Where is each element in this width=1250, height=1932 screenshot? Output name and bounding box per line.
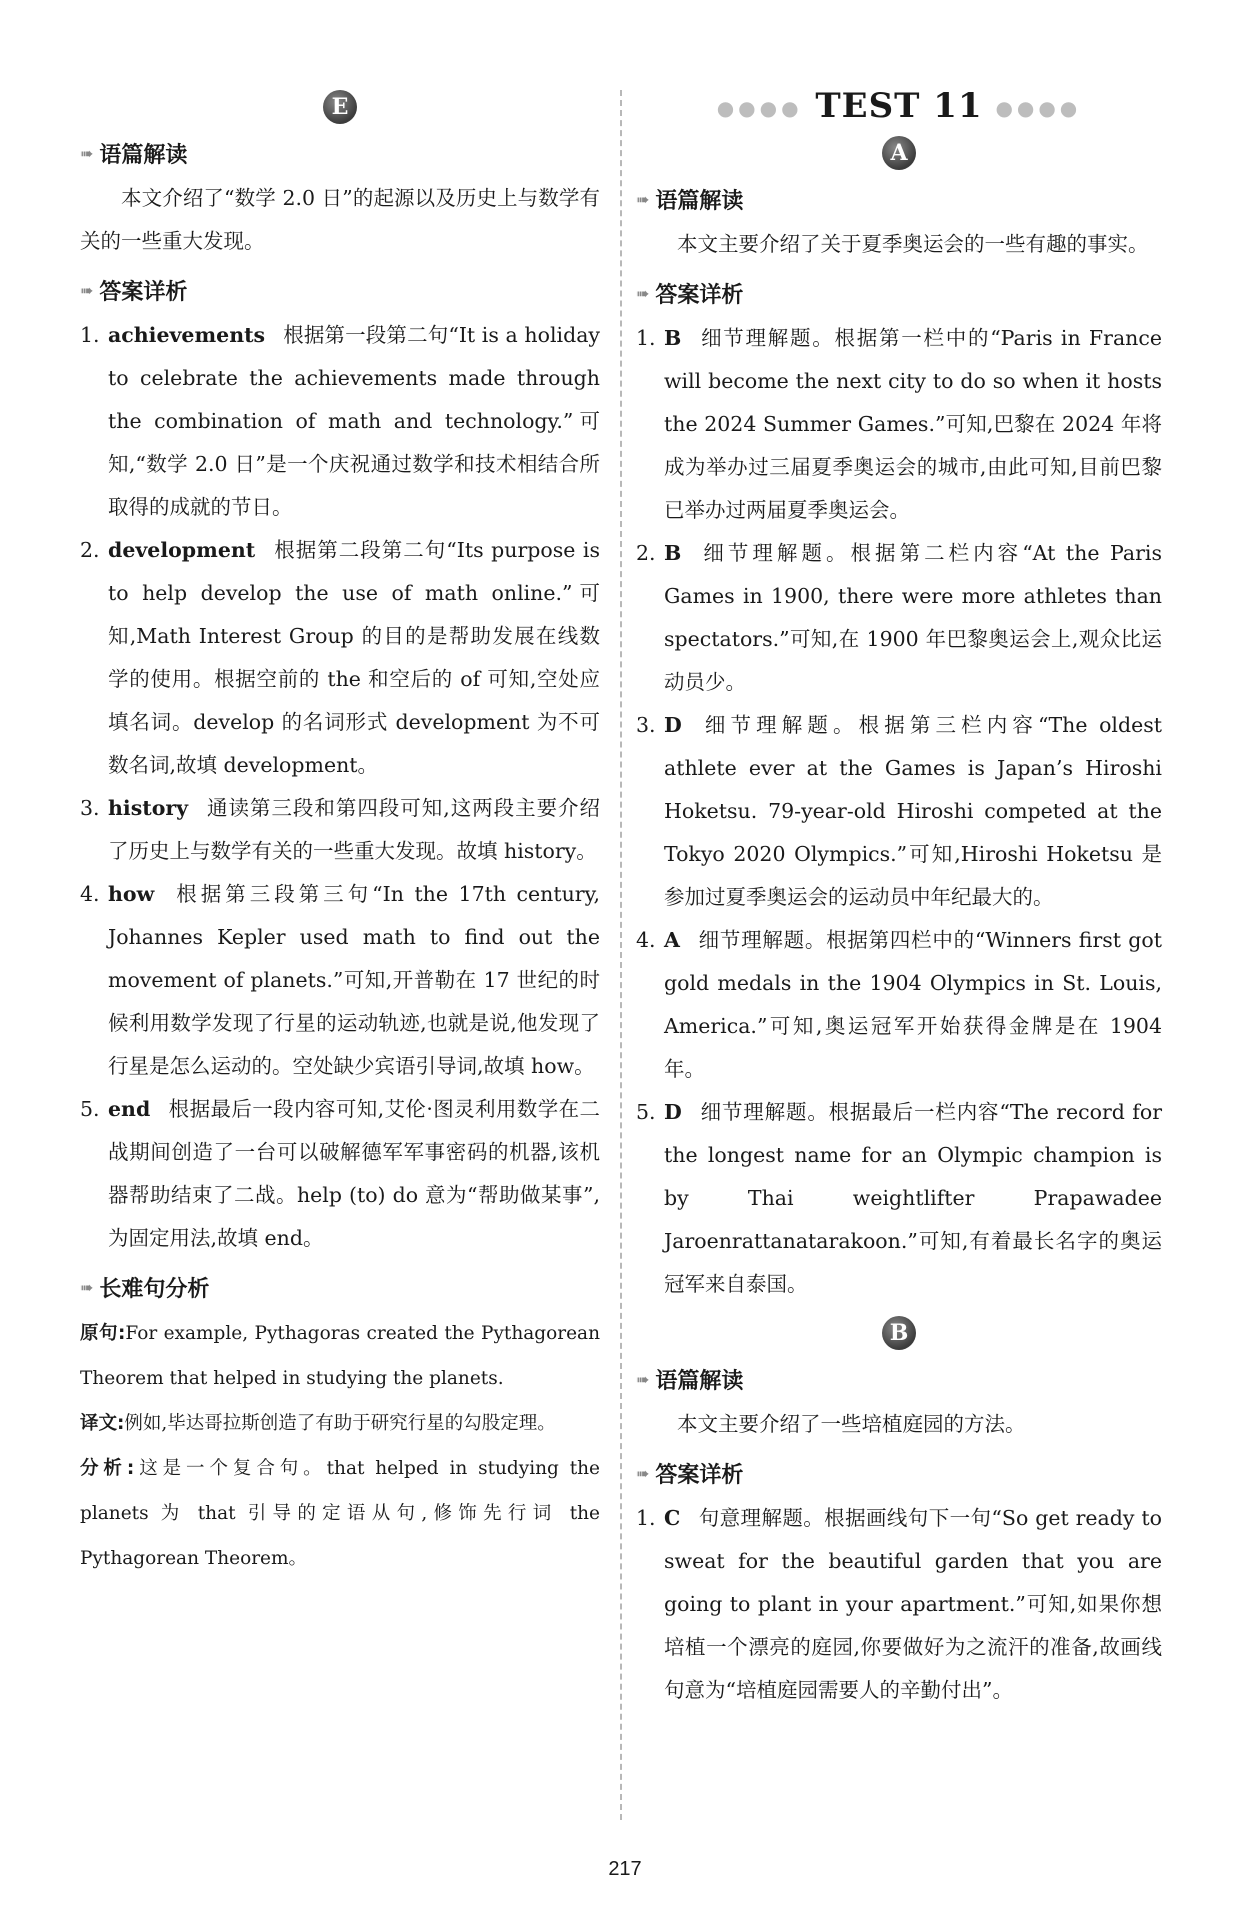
passage-badge-a: A <box>882 136 916 170</box>
section-heading-answers: ➠ 答案详析 <box>636 283 744 308</box>
column-divider <box>620 90 622 1820</box>
answer-explanation: 细节理解题。根据第一栏中的“Paris in France will become the next city to do so when it hosts the 2024 Summer Games.”可知,巴黎在 2024 年将成为举办过三届夏季奥运会的城市,由此可知,目前巴黎已举办过两届夏季奥运会。 <box>664 326 1162 522</box>
decorative-dots-icon: ●●●● <box>995 96 1082 120</box>
translation: 译文:例如,毕达哥拉斯创造了有助于研究行星的勾股定理。 <box>80 1413 556 1434</box>
answer-explanation: 通读第三段和第四段可知,这两段主要介绍了历史上与数学有关的一些重大发现。故填 history。 <box>108 796 600 863</box>
arrow-marker-icon: ➠ <box>636 1370 650 1389</box>
answer-key: D <box>664 1100 682 1124</box>
section-heading-reading: ➠ 语篇解读 <box>636 189 744 214</box>
left-column <box>80 80 600 1581</box>
arrow-marker-icon: ➠ <box>636 284 650 303</box>
answer-item: 2. development 根据第二段第二句“Its purpose is to help develop the use of math online.”可知,Math Interest Group 的目的是帮助发展在线数学的使用。根据空前的 the 和空后的 of 可知,空处应填名词。develop 的名词形式 development 为不可数名词,故填 development。 <box>80 538 600 777</box>
reading-summary: 本文主要介绍了一些培植庭园的方法。 <box>677 1412 1026 1436</box>
answer-key: achievements <box>108 323 266 347</box>
answer-explanation: 细节理解题。根据第三栏内容“The oldest athlete ever at the Games is Japan’s Hiroshi Hoketsu. 79-year-old Hiroshi competed at the Tokyo 2020 Olympics.”可知,Hiroshi Hoketsu 是参加过夏季奥运会的运动员中年纪最大的。 <box>664 713 1162 909</box>
answer-explanation: 细节理解题。根据最后一栏内容“The record for the longest name for an Olympic champion is by Thai weightlifter Prapawadee Jaroenrattanatarakoon.”可知,有着最长名字的奥运冠军来自泰国。 <box>664 1100 1162 1296</box>
section-heading-analysis: ➠ 长难句分析 <box>80 1277 210 1302</box>
reading-summary: 本文介绍了“数学 2.0 日”的起源以及历史上与数学有关的一些重大发现。 <box>80 186 600 253</box>
answer-key: how <box>108 882 155 906</box>
answer-key: C <box>664 1506 681 1530</box>
original-sentence: 原句:For example, Pythagoras created the Pythagorean Theorem that helped in studying the planets. <box>80 1323 600 1389</box>
test-title: ●●●● TEST 11 ●●●● <box>716 86 1082 126</box>
answer-item: 5. D 细节理解题。根据最后一栏内容“The record for the longest name for an Olympic champion is by Thai weightlifter Prapawadee Jaroenrattanatarakoon.”可知,有着最长名字的奥运冠军来自泰国。 <box>636 1100 1162 1296</box>
reading-summary: 本文主要介绍了关于夏季奥运会的一些有趣的事实。 <box>677 232 1149 256</box>
answer-item: 5. end 根据最后一段内容可知,艾伦·图灵利用数学在二战期间创造了一台可以破解德军军事密码的机器,该机器帮助结束了二战。help (to) do 意为“帮助做某事”,为固定用法,故填 end。 <box>80 1097 600 1250</box>
section-heading-reading: ➠ 语篇解读 <box>636 1369 744 1394</box>
answer-key: B <box>664 326 682 350</box>
answer-item: 4. A 细节理解题。根据第四栏中的“Winners first got gold medals in the 1904 Olympics in St. Louis, America.”可知,奥运冠军开始获得金牌是在 1904 年。 <box>636 928 1162 1081</box>
answer-item: 3. D 细节理解题。根据第三栏内容“The oldest athlete ever at the Games is Japan’s Hiroshi Hoketsu. 79-year-old Hiroshi competed at the Tokyo 2020 Olympics.”可知,Hiroshi Hoketsu 是参加过夏季奥运会的运动员中年纪最大的。 <box>636 713 1162 909</box>
answer-key: A <box>664 928 680 952</box>
arrow-marker-icon: ➠ <box>636 1464 650 1483</box>
answer-key: history <box>108 796 189 820</box>
answer-explanation: 细节理解题。根据第二栏内容“At the Paris Games in 1900, there were more athletes than spectators.”可知,在 1900 年巴黎奥运会上,观众比运动员少。 <box>664 541 1162 694</box>
arrow-marker-icon: ➠ <box>80 281 94 300</box>
answer-item: 1. B 细节理解题。根据第一栏中的“Paris in France will become the next city to do so when it hosts the 2024 Summer Games.”可知,巴黎在 2024 年将成为举办过三届夏季奥运会的城市,由此可知,目前巴黎已举办过两届夏季奥运会。 <box>636 326 1162 522</box>
answer-item: 3. history 通读第三段和第四段可知,这两段主要介绍了历史上与数学有关的一些重大发现。故填 history。 <box>80 796 600 863</box>
section-heading-answers: ➠ 答案详析 <box>636 1463 744 1488</box>
passage-badge-b: B <box>882 1316 916 1350</box>
section-heading-reading: ➠ 语篇解读 <box>80 143 188 168</box>
answer-item: 2. B 细节理解题。根据第二栏内容“At the Paris Games in 1900, there were more athletes than spectators.”可知,在 1900 年巴黎奥运会上,观众比运动员少。 <box>636 541 1162 694</box>
right-column <box>636 80 1162 1712</box>
decorative-dots-icon: ●●●● <box>716 96 803 120</box>
page-number: 217 <box>608 1858 642 1880</box>
answer-item: 1. C 句意理解题。根据画线句下一句“So get ready to sweat for the beautiful garden that you are going to plant in your apartment.”可知,如果你想培植一个漂亮的庭园,你要做好为之流汗的准备,故画线句意为“培植庭园需要人的辛勤付出”。 <box>636 1506 1162 1702</box>
answer-explanation: 根据第一段第二句“It is a holiday to celebrate the achievements made through the combination of math and technology.”可知,“数学 2.0 日”是一个庆祝通过数学和技术相结合所取得的成就的节日。 <box>108 323 600 519</box>
answer-explanation: 根据最后一段内容可知,艾伦·图灵利用数学在二战期间创造了一台可以破解德军军事密码的机器,该机器帮助结束了二战。help (to) do 意为“帮助做某事”,为固定用法,故填 end。 <box>108 1097 600 1250</box>
arrow-marker-icon: ➠ <box>80 1278 94 1297</box>
answer-key: B <box>664 541 682 565</box>
answer-explanation: 根据第二段第二句“Its purpose is to help develop the use of math online.”可知,Math Interest Group 的目的是帮助发展在线数学的使用。根据空前的 the 和空后的 of 可知,空处应填名词。develop 的名词形式 development 为不可数名词,故填 development。 <box>108 538 600 777</box>
arrow-marker-icon: ➠ <box>636 190 650 209</box>
answer-item: 1. achievements 根据第一段第二句“It is a holiday to celebrate the achievements made through the combination of math and technology.”可知,“数学 2.0 日”是一个庆祝通过数学和技术相结合所取得的成就的节日。 <box>80 323 600 519</box>
passage-badge-e: E <box>323 90 357 124</box>
grammar-analysis: 分析:这是一个复合句。that helped in studying the planets 为 that 引导的定语从句,修饰先行词 the Pythagorean Theorem。 <box>80 1458 600 1569</box>
answer-item: 4. how 根据第三段第三句“In the 17th century, Johannes Kepler used math to find out the movement of planets.”可知,开普勒在 17 世纪的时候利用数学发现了行星的运动轨迹,也就是说,他发现了行星是怎么运动的。空处缺少宾语引导词,故填 how。 <box>80 882 600 1078</box>
answer-key: development <box>108 538 256 562</box>
answer-key: D <box>664 713 682 737</box>
answer-explanation: 细节理解题。根据第四栏中的“Winners first got gold medals in the 1904 Olympics in St. Louis, America.”可知,奥运冠军开始获得金牌是在 1904 年。 <box>664 928 1162 1081</box>
answer-explanation: 根据第三段第三句“In the 17th century, Johannes Kepler used math to find out the movement of planets.”可知,开普勒在 17 世纪的时候利用数学发现了行星的运动轨迹,也就是说,他发现了行星是怎么运动的。空处缺少宾语引导词,故填 how。 <box>108 882 600 1078</box>
answer-explanation: 句意理解题。根据画线句下一句“So get ready to sweat for the beautiful garden that you are going to plant in your apartment.”可知,如果你想培植一个漂亮的庭园,你要做好为之流汗的准备,故画线句意为“培植庭园需要人的辛勤付出”。 <box>664 1506 1162 1702</box>
arrow-marker-icon: ➠ <box>80 144 94 163</box>
answer-key: end <box>108 1097 151 1121</box>
section-heading-answers: ➠ 答案详析 <box>80 280 188 305</box>
